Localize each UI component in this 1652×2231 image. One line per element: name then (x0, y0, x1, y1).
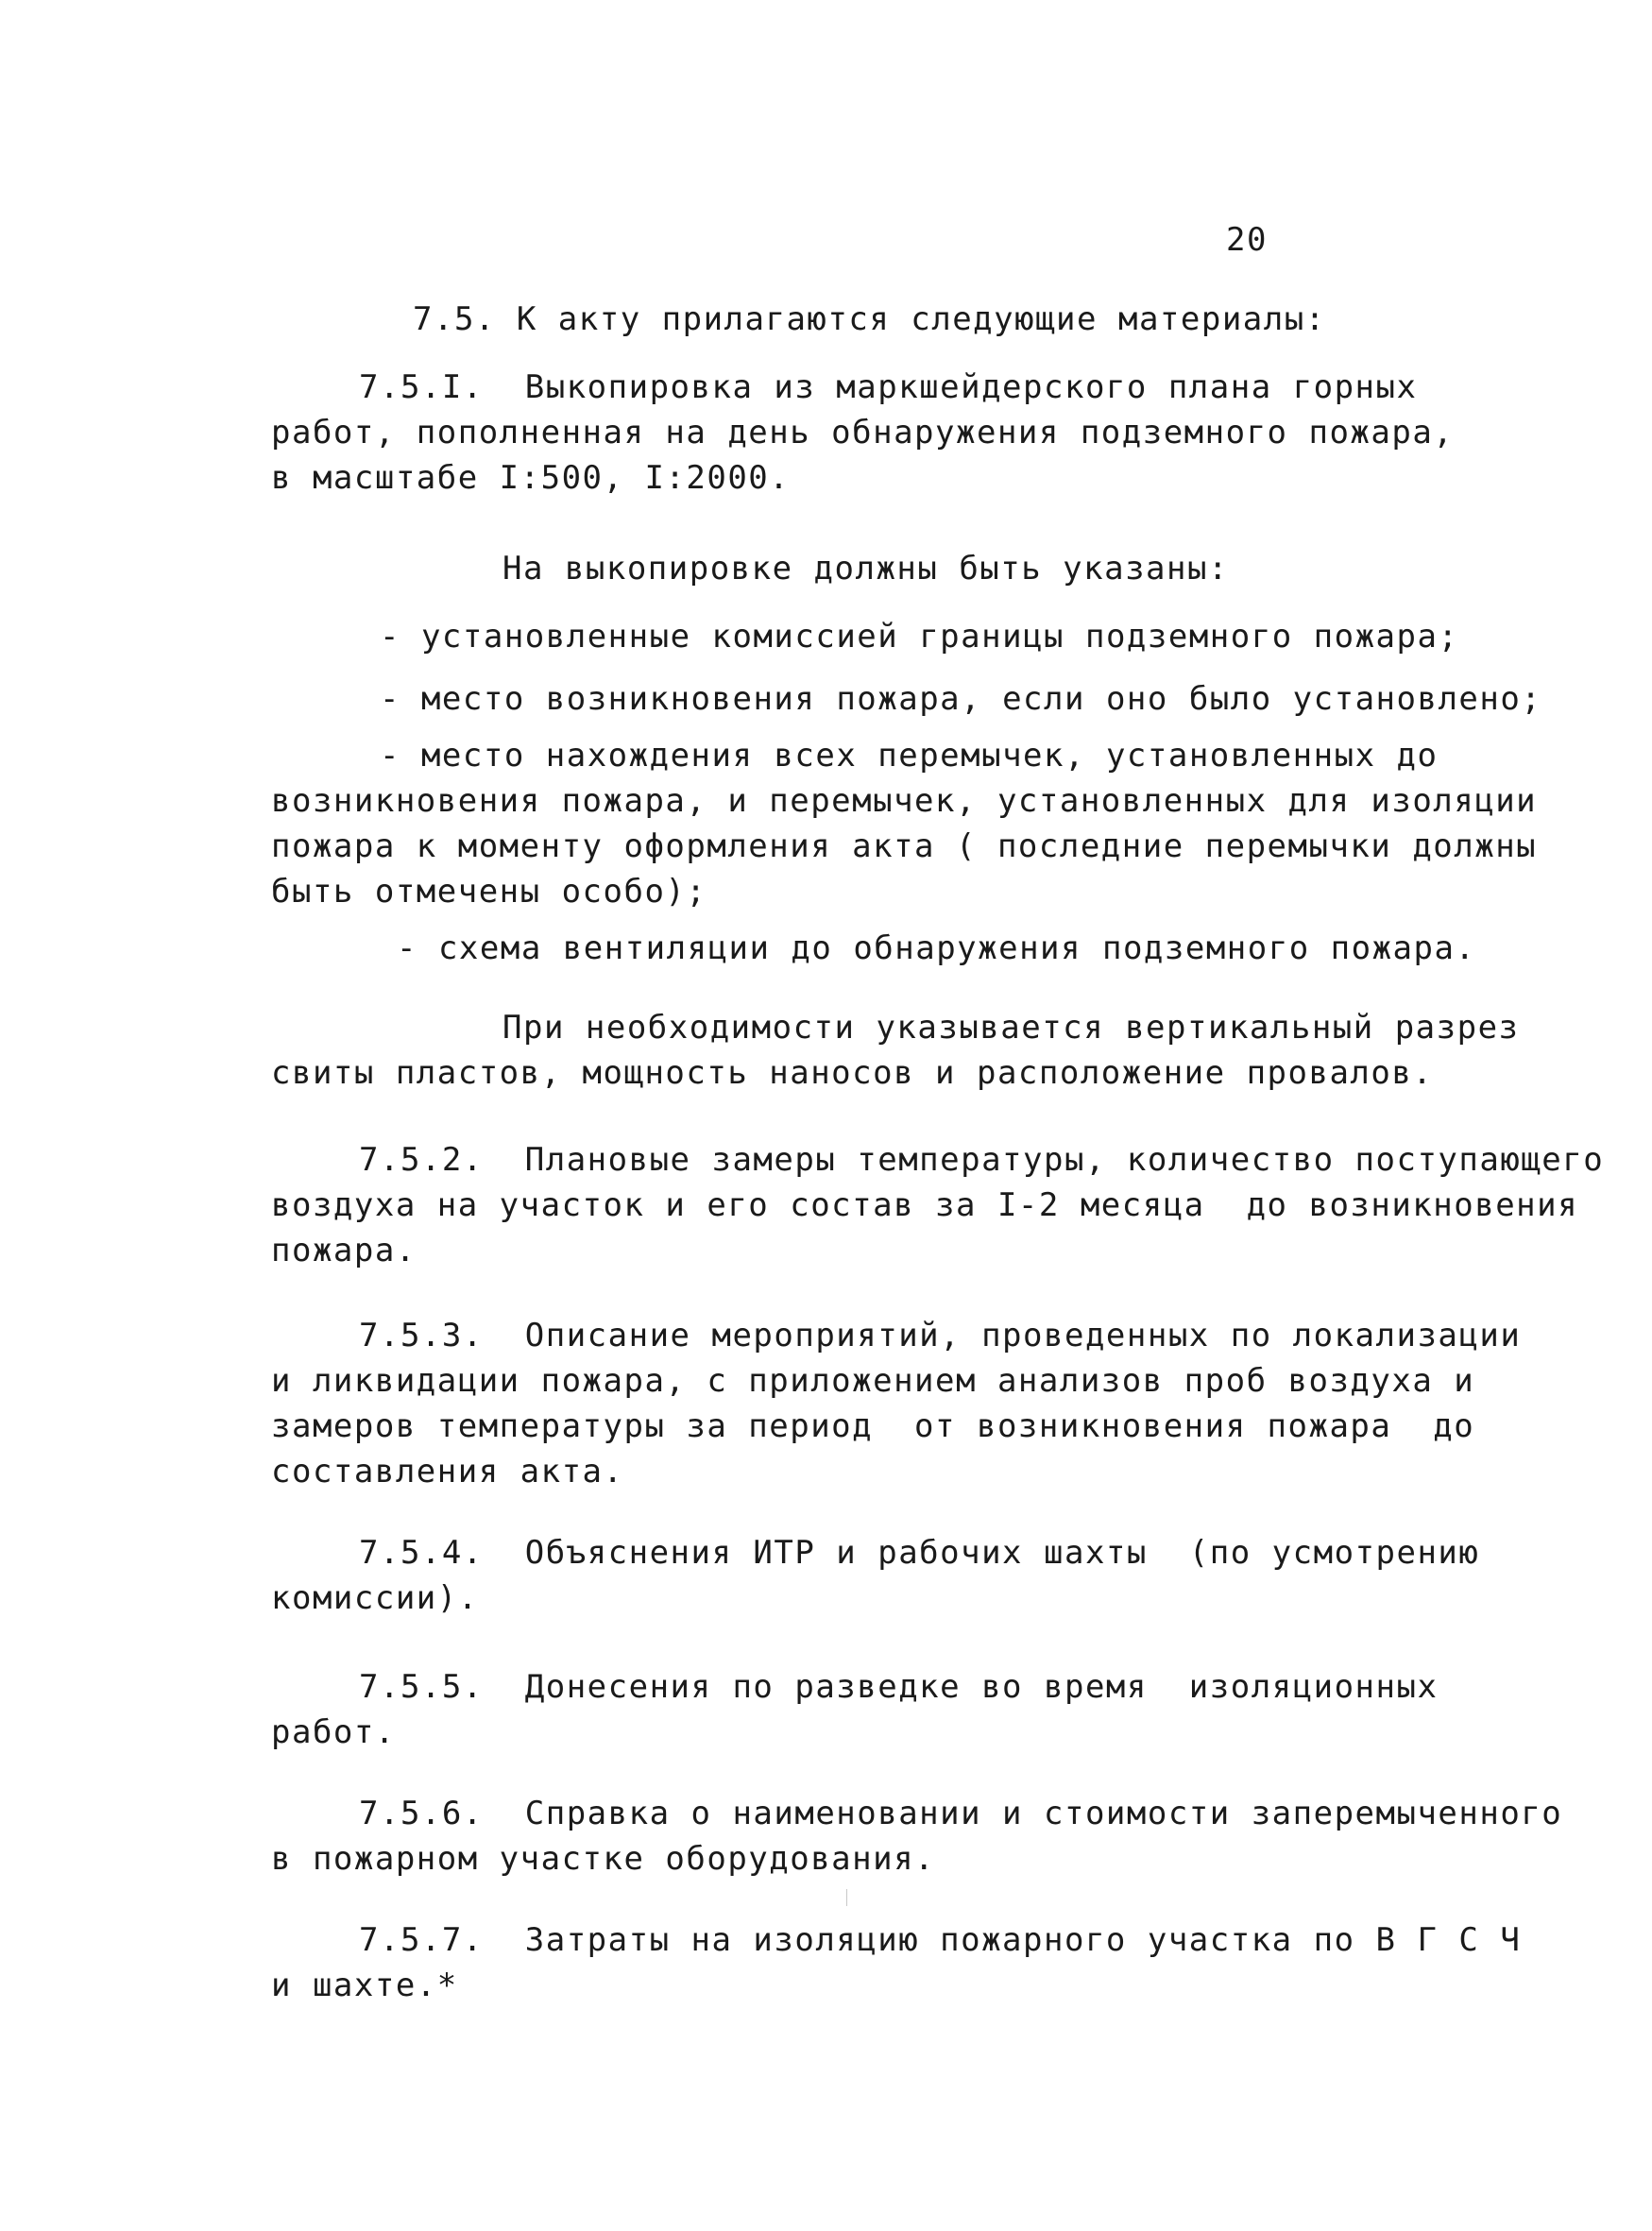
note-line-2: свиты пластов, мощность наносов и расположение провалов. (271, 1054, 1434, 1092)
list-item-fire-boundaries: - установленные комиссией границы подземного пожара; (380, 618, 1459, 656)
item-7-5-4-line-1: 7.5.4. Объяснения ИТР и рабочих шахты (по усмотрению (359, 1534, 1480, 1572)
item-7-5-5-line-1: 7.5.5. Донесения по разведке во время изоляционных (359, 1668, 1439, 1706)
list-item-bulkheads-line-4: быть отмечены особо); (271, 873, 707, 911)
list-intro: На выкопировке должны быть указаны: (502, 550, 1229, 588)
item-7-5-2-line-3: пожара. (271, 1232, 417, 1269)
page-number: 20 (1226, 221, 1268, 259)
list-item-bulkheads-line-1: - место нахождения всех перемычек, установленных до (380, 737, 1439, 775)
item-7-5-2-line-1: 7.5.2. Плановые замеры температуры, количество поступающего (359, 1141, 1605, 1179)
note-line-1: При необходимости указывается вертикальный разрез (502, 1009, 1520, 1047)
scan-mark (846, 1889, 847, 1906)
item-7-5-2-line-2: воздуха на участок и его состав за I-2 месяца до возникновения (271, 1186, 1579, 1224)
list-item-fire-origin: - место возникновения пожара, если оно было установлено; (380, 680, 1542, 718)
item-7-5-1-line-1: 7.5.I. Выкопировка из маркшейдерского плана горных (359, 368, 1418, 406)
item-7-5-3-line-4: составления акта. (271, 1453, 624, 1490)
item-7-5-5-line-2: работ. (271, 1713, 396, 1751)
item-7-5-4-line-2: комиссии). (271, 1579, 479, 1617)
list-item-ventilation: - схема вентиляции до обнаружения подземного пожара. (397, 929, 1476, 967)
item-7-5-6-line-2: в пожарном участке оборудования. (271, 1840, 936, 1878)
item-7-5-1-line-2: работ, пополненная на день обнаружения подземного пожара, (271, 414, 1455, 451)
section-heading-7-5: 7.5. К акту прилагаются следующие материалы: (413, 300, 1326, 338)
item-7-5-6-line-1: 7.5.6. Справка о наименовании и стоимости заперемыченного (359, 1795, 1563, 1832)
list-item-bulkheads-line-2: возникновения пожара, и перемычек, установленных для изоляции (271, 782, 1538, 820)
item-7-5-7-line-1: 7.5.7. Затраты на изоляцию пожарного участка по В Г С Ч (359, 1921, 1522, 1959)
item-7-5-3-line-1: 7.5.3. Описание мероприятий, проведенных по локализации (359, 1317, 1522, 1354)
item-7-5-1-line-3: в масштабе I:500, I:2000. (271, 459, 791, 497)
item-7-5-3-line-2: и ликвидации пожара, с приложением анализов проб воздуха и (271, 1362, 1475, 1400)
item-7-5-3-line-3: замеров температуры за период от возникновения пожара до (271, 1407, 1475, 1445)
item-7-5-7-line-2: и шахте.* (271, 1967, 458, 2004)
list-item-bulkheads-line-3: пожара к моменту оформления акта ( последние перемычки должны (271, 827, 1538, 865)
